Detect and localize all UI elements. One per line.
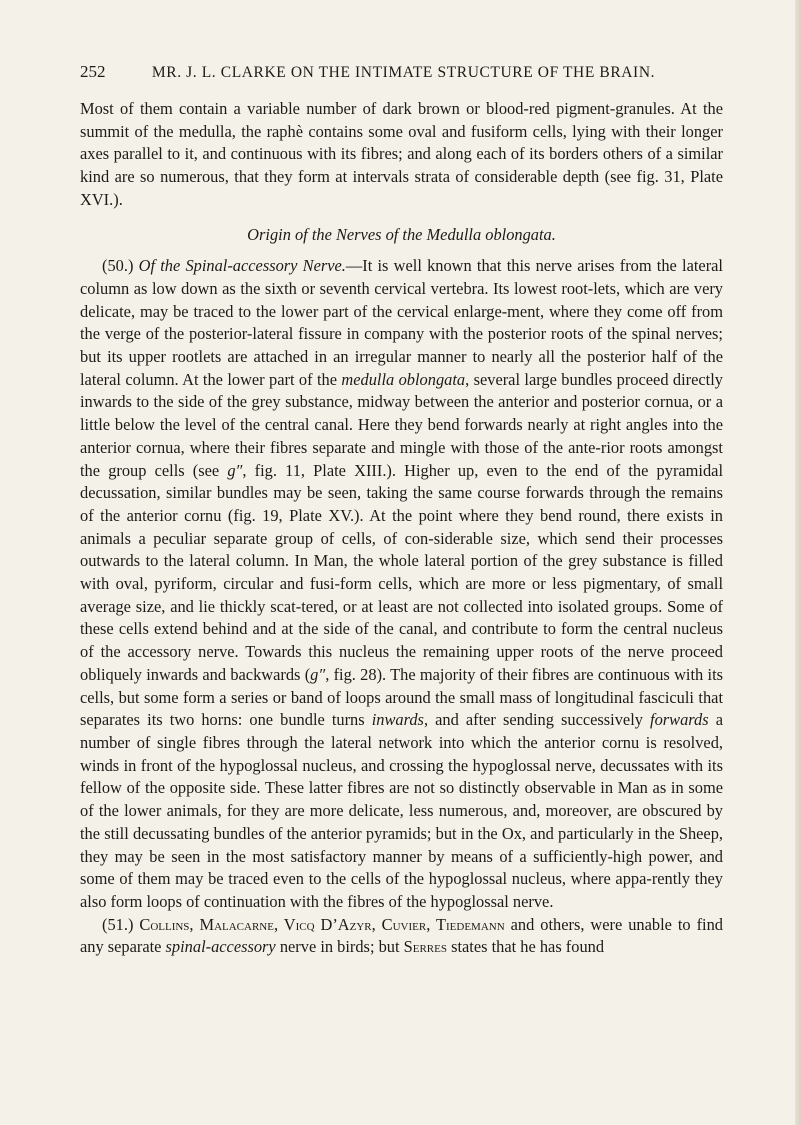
text-run: nerve in birds; but: [275, 937, 404, 957]
page-body: [80, 62, 723, 959]
paragraph-51: [80, 914, 723, 959]
author-names: Collins, Malacarne, Vicq D’Azyr, Cuvier, Tiedemann: [139, 914, 505, 934]
paragraph-intro: Most of them contain a variable number of dark brown or blood-red pigment-granules. At the summit of the medulla, the raphè contains some oval and fusiform cells, lying with their longer axes parallel to it, and continuous with its fibres; and along each of its borders others of a similar kind are so numerous, that they form at intervals strata of considerable depth (see fig. 31, Plate XVI.).: [80, 99, 723, 209]
text-run: states that he has found: [447, 937, 605, 957]
text-run: , and after sending successively: [423, 710, 651, 730]
text-run: a number of single fibres through the lateral network into which the anterior cornu is resolved, winds in front of the hypoglossal nucleus, and crossing the hypoglossal nerve, decussates with its fellow of the opposite side. These latter fibres are not so distinctly observable in Man as in some of the lower animals, for they are more delicate, less numerous, and, moreover, are obscured by the still decussating bundles of the anterior pyramids; but in the Ox, and particularly in the Sheep, they may be seen in the most satisfactory manner by means of a sufficiently-high power, and some of them may be traced even to the cells of the hypoglossal nucleus, where appa-rently they also form loops of continuation with the fibres of the hypoglossal nerve.: [80, 710, 723, 911]
figure-label: g″: [227, 460, 243, 480]
page-number: 252: [80, 62, 106, 81]
page-edge: [795, 0, 801, 1125]
italic-term: medulla oblongata: [341, 369, 466, 389]
running-header: [80, 62, 723, 82]
text-run: and others, were unable to find any separate: [80, 914, 723, 957]
paragraph-number: (51.): [102, 914, 134, 934]
text-run: , fig. 11, Plate XIII.). Higher up, even to the end of the pyramidal decussation, similar bundles may be seen, taking the same course forwards through the remains of the anterior cornu (fig. 19, Plate XV.). At the point where they bend round, there exists in animals a peculiar separate group of cells, of con-siderable size, which send their processes outwards to the lateral column. In Man, the whole lateral portion of the grey substance is filled with oval, pyriform, circular and fusi-form cells, which are more or less pigmentary, of small average size, and lie thickly scat-tered, or at least are not collected into isolated groups. Some of these cells extend behind and at the side of the canal, and contribute to form the central nucleus of the accessory nerve. Towards this nucleus the remaining upper roots of the nerve proceed obliquely inwards and backwards (: [80, 460, 723, 684]
italic-term: spinal-accessory: [165, 937, 276, 957]
italic-term: forwards: [650, 710, 709, 730]
paragraph-number: (50.): [102, 256, 134, 276]
text-run: , several large bundles proceed directly inwards to the side of the grey substance, midway between the anterior and posterior cornua, or a little below the level of the central canal. Here they bend forwards nearly at right angles into the anterior cornua, where their fibres separate and mingle with those of the ante-rior roots amongst the group cells (see: [80, 369, 723, 480]
figure-label: g″: [310, 664, 326, 684]
italic-term: inwards: [371, 710, 424, 730]
text-run: —It is well known that this nerve arises from the lateral column as low down as the sixth or seventh cervical vertebra. Its lowest root-lets, which are very delicate, may be traced to the lower part of the cervical enlarge-ment, where they come off from the verge of the posterior-lateral fissure in company with the posterior roots of the spinal nerves; but its upper rootlets are attached in an irregular manner to nearly all the posterior half of the lateral column. At the lower part of the: [80, 256, 723, 389]
section-heading: Origin of the Nerves of the Medulla oblongata.: [247, 224, 556, 244]
text-run: , fig. 28). The majority of their fibres are continuous with its cells, but some form a series or band of loops around the small mass of longitudinal fasciculi that separates its two horns: one bundle turns: [80, 664, 723, 730]
author-name: Serres: [403, 937, 447, 957]
paragraph-title: Of the Spinal-accessory Nerve.: [138, 256, 346, 276]
paragraph-50: [80, 255, 723, 913]
running-title: MR. J. L. CLARKE ON THE INTIMATE STRUCTURE OF THE BRAIN.: [151, 64, 656, 81]
